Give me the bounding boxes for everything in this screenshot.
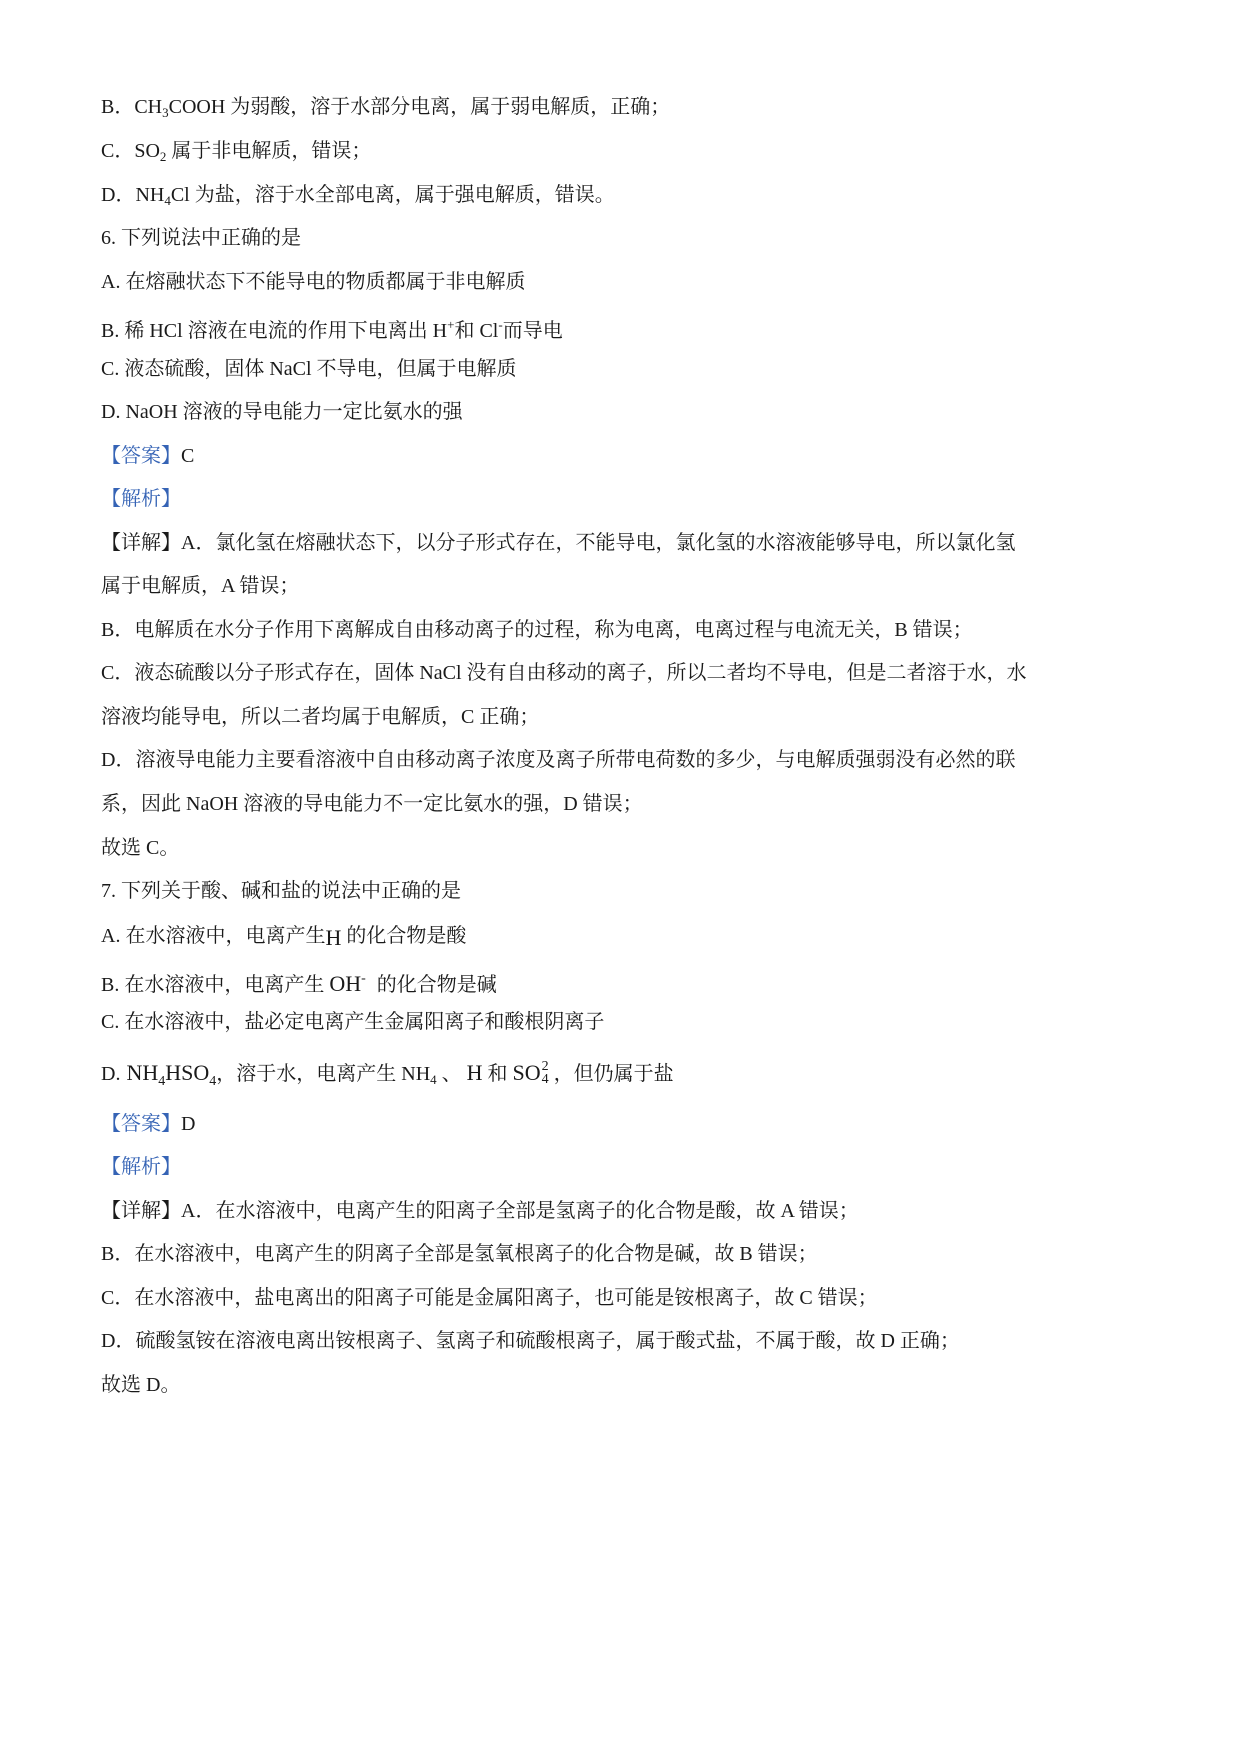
q7-option-c: C. 在水溶液中，盐必定电离产生金属阳离子和酸根阴离子: [101, 1011, 605, 1033]
q6-stem: 6. 下列说法中正确的是: [101, 227, 301, 249]
q6-detail-line: 溶液均能导电，所以二者均属于电解质，C 正确；: [101, 706, 540, 728]
q7-option-d-f1sub2: 4: [209, 1074, 217, 1089]
q7-analysis-label: 【解析】: [101, 1156, 181, 1178]
q7-answer-value: D: [181, 1113, 196, 1135]
q7-option-d-f3sup: 2: [541, 1058, 549, 1074]
q7-answer: [101, 1112, 195, 1136]
q7-option-b-formula-base: OH: [329, 971, 362, 996]
q5-analysis-b-pre: B．CH: [101, 96, 163, 118]
q7-option-d-formula-3: [513, 1060, 549, 1085]
q5-analysis-b-sub: 3: [162, 105, 169, 120]
q6-option-b-sup2: -: [498, 317, 503, 332]
q6-answer-value: C: [181, 445, 195, 467]
q5-analysis-d-post: Cl 为盐，溶于水全部电离，属于强电解质，错误。: [170, 184, 615, 206]
q7-option-b-formula-sup: -: [361, 971, 366, 986]
q7-option-d-f1sub1: 4: [158, 1074, 166, 1089]
q6-detail-line: C．液态硫酸以分子形式存在，固体 NaCl 没有自由移动的离子，所以二者均不导电，但是二者溶于水，水: [101, 662, 1027, 684]
q5-analysis-c-sub: 2: [159, 149, 167, 164]
q6-option-b-mid: 和 Cl: [454, 320, 499, 342]
q6-detail-line: D．溶液导电能力主要看溶液中自由移动离子浓度及离子所带电荷数的多少，与电解质强弱没有必然的联: [101, 749, 1016, 771]
q7-option-d-f3sub: 4: [541, 1071, 549, 1087]
q5-analysis-d: [101, 183, 615, 207]
q6-option-c: C. 液态硫酸，固体 NaCl 不导电，但属于电解质: [101, 358, 517, 380]
q6-option-b-sup1: +: [447, 317, 455, 332]
q7-option-d-formula-1: [126, 1060, 217, 1089]
q7-option-d-f1b: HSO: [165, 1060, 210, 1085]
q6-answer: [101, 444, 194, 468]
q7-option-d-f1a: NH: [126, 1060, 159, 1085]
q6-analysis-label: 【解析】: [101, 488, 181, 510]
q6-option-a: A. 在熔融状态下不能导电的物质都属于非电解质: [101, 271, 526, 293]
q7-option-d-t3: 和: [482, 1063, 513, 1085]
q6-detail-line: 【详解】A．氯化氢在熔融状态下，以分子形式存在，不能导电，氯化氢的水溶液能够导电，所以氯化氢: [101, 532, 1016, 554]
q7-option-d-t4: ，但仍属于盐: [548, 1063, 674, 1085]
q7-option-b: [101, 967, 497, 996]
q7-answer-label: 【答案】: [101, 1113, 181, 1135]
q5-analysis-b-post: COOH 为弱酸，溶于水部分电离，属于弱电解质，正确；: [168, 96, 671, 118]
q6-option-b-post: 而导电: [502, 320, 563, 342]
q7-option-a: [101, 923, 467, 950]
q7-stem: 7. 下列关于酸、碱和盐的说法中正确的是: [101, 880, 461, 902]
q7-option-d-f3: SO: [512, 1060, 541, 1085]
q7-option-d-t2: 、: [436, 1063, 467, 1085]
q7-option-d: [101, 1058, 674, 1089]
q5-analysis-c: [101, 139, 371, 163]
q7-detail-line: 【详解】A．在水溶液中，电离产生的阳离子全部是氢离子的化合物是酸，故 A 错误；: [101, 1200, 859, 1222]
q6-conclusion: 故选 C。: [101, 837, 180, 859]
q5-analysis-c-pre: C．SO: [101, 140, 160, 162]
q5-analysis-d-sub: 4: [164, 193, 171, 208]
q7-option-d-t1sub: 4: [430, 1072, 437, 1087]
q5-analysis-c-post: 属于非电解质，错误；: [166, 140, 372, 162]
q7-option-d-label: D.: [101, 1063, 121, 1085]
q6-option-d: D. NaOH 溶液的导电能力一定比氨水的强: [101, 401, 463, 423]
q7-option-b-post: 的化合物是碱: [371, 974, 497, 996]
q6-detail-line: B．电解质在水分子作用下离解成自由移动离子的过程，称为电离，电离过程与电流无关，B 错误；: [101, 619, 973, 641]
q7-option-d-t1: ，溶于水，电离产生 NH: [216, 1063, 431, 1085]
q7-conclusion: 故选 D。: [101, 1374, 181, 1396]
q6-option-b: [101, 313, 563, 342]
q6-answer-label: 【答案】: [101, 445, 181, 467]
q7-option-a-pre: A. 在水溶液中，电离产生: [101, 925, 326, 947]
q7-detail-line: D．硫酸氢铵在溶液电离出铵根离子、氢离子和硫酸根离子，属于酸式盐，不属于酸，故 D 正确；: [101, 1330, 960, 1352]
q6-detail-line: 属于电解质，A 错误；: [101, 575, 300, 597]
q7-option-b-formula: [329, 971, 365, 996]
q7-detail-line: C．在水溶液中，盐电离出的阳离子可能是金属阳离子，也可能是铵根离子，故 C 错误；: [101, 1287, 878, 1309]
q7-option-d-formula-2: H: [466, 1060, 483, 1085]
q7-option-b-pre: B. 在水溶液中，电离产生: [101, 974, 330, 996]
q6-detail-line: 系，因此 NaOH 溶液的导电能力不一定比氨水的强，D 错误；: [101, 793, 643, 815]
q7-option-d-f3-charge-stack: [542, 1060, 549, 1086]
q5-analysis-d-pre: D．NH: [101, 184, 165, 206]
q7-detail-line: B．在水溶液中，电离产生的阴离子全部是氢氧根离子的化合物是碱，故 B 错误；: [101, 1243, 818, 1265]
q5-analysis-b: [101, 95, 670, 119]
q7-option-a-post: 的化合物是酸: [341, 925, 467, 947]
q7-option-a-formula: H: [325, 925, 342, 950]
q6-option-b-pre: B. 稀 HCl 溶液在电流的作用下电离出 H: [101, 320, 448, 342]
